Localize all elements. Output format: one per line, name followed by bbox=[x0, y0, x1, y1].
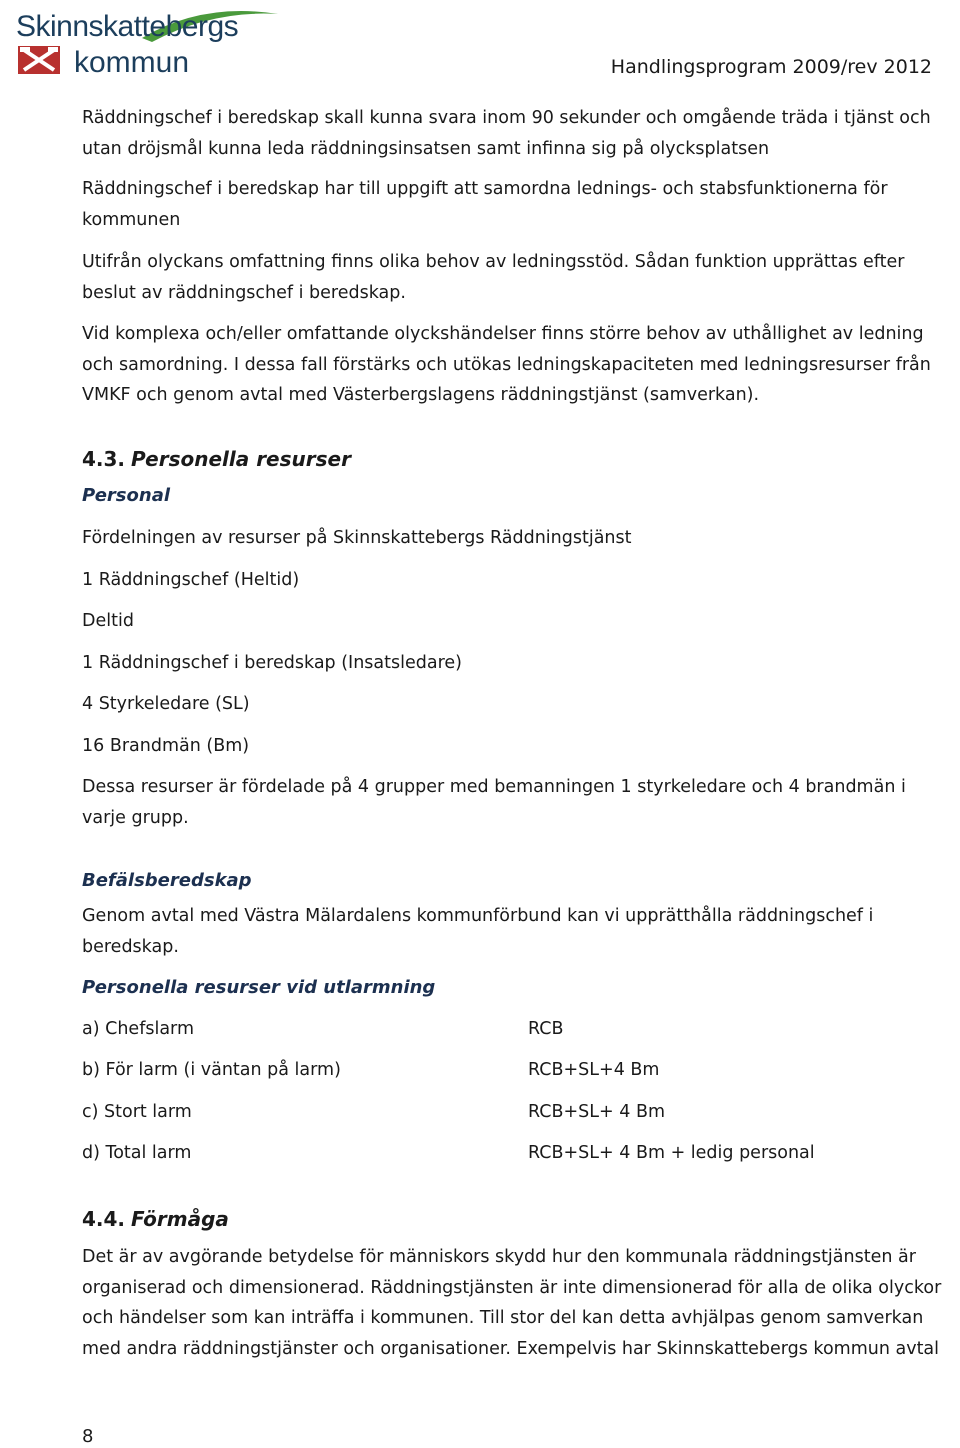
section-heading-4-3 bbox=[82, 447, 351, 471]
alarm-label: b) För larm (i väntan på larm) bbox=[82, 1060, 341, 1080]
paragraph-2: Räddningschef i beredskap har till uppgift att samordna lednings- och stabsfunktionerna för kommunen bbox=[82, 179, 888, 230]
alarm-value: RCB+SL+4 Bm bbox=[528, 1060, 660, 1080]
subheading-befalsberedskap: Befälsberedskap bbox=[82, 870, 252, 891]
section-number: 4.3. bbox=[82, 447, 126, 471]
alarm-label: a) Chefslarm bbox=[82, 1019, 194, 1039]
distribution-paragraph: Dessa resurser är fördelade på 4 grupper med bemanningen 1 styrkeledare och 4 brandmän i varje grupp. bbox=[82, 777, 906, 828]
section-heading-4-4 bbox=[82, 1207, 229, 1231]
coat-of-arms-icon bbox=[16, 44, 62, 76]
logo-text-line2: kommun bbox=[74, 46, 190, 79]
section-title: Förmåga bbox=[131, 1207, 229, 1231]
section-number: 4.4. bbox=[82, 1207, 126, 1231]
page-number: 8 bbox=[82, 1426, 94, 1447]
logo-text-line1: Skinnskattebergs bbox=[16, 10, 239, 43]
alarm-label: d) Total larm bbox=[82, 1143, 192, 1163]
alarm-value: RCB+SL+ 4 Bm + ledig personal bbox=[528, 1143, 815, 1163]
alarm-value: RCB bbox=[528, 1019, 564, 1039]
resources-intro: Fördelningen av resurser på Skinnskattebergs Räddningstjänst bbox=[82, 528, 632, 548]
alarm-label: c) Stort larm bbox=[82, 1102, 192, 1122]
paragraph-3: Utifrån olyckans omfattning finns olika behov av ledningsstöd. Sådan funktion upprättas efter beslut av räddningschef i beredskap. bbox=[82, 252, 905, 303]
section-title: Personella resurser bbox=[131, 447, 351, 471]
document-title: Handlingsprogram 2009/rev 2012 bbox=[610, 56, 932, 78]
alarm-value: RCB+SL+ 4 Bm bbox=[528, 1102, 666, 1122]
subheading-alarm-resources: Personella resurser vid utlarmning bbox=[82, 977, 436, 998]
paragraph-1: Räddningschef i beredskap skall kunna svara inom 90 sekunder och omgående träda i tjänst och utan dröjsmål kunna leda räddningsinsatsen samt infinna sig på olycksplatsen bbox=[82, 108, 931, 159]
resource-line: 4 Styrkeledare (SL) bbox=[82, 694, 250, 714]
resource-line: 16 Brandmän (Bm) bbox=[82, 736, 250, 756]
befal-paragraph: Genom avtal med Västra Mälardalens kommunförbund kan vi upprätthålla räddningschef i beredskap. bbox=[82, 906, 874, 957]
subheading-personal: Personal bbox=[82, 485, 171, 506]
resource-line: 1 Räddningschef i beredskap (Insatsledare) bbox=[82, 653, 462, 673]
resource-line: Deltid bbox=[82, 611, 134, 631]
formaga-paragraph: Det är av avgörande betydelse för människors skydd hur den kommunala räddningstjänsten är organiserad och dimensionerad. Räddningstjänsten är inte dimensionerad för alla de olika olyckor och händelser som kan inträffa i kommunen. Till stor del kan detta avhjälpas genom samverkan med andra räddningstjänster och organisationer. Exempelvis har Skinnskattebergs kommun avtal bbox=[82, 1247, 942, 1359]
paragraph-4: Vid komplexa och/eller omfattande olyckshändelser finns större behov av uthållighet av ledning och samordning. I dessa fall förstärks och utökas ledningskapaciteten med ledningsresurser från VMKF och genom avtal med Västerbergslagens räddningstjänst (samverkan). bbox=[82, 324, 931, 405]
municipality-logo bbox=[12, 8, 292, 79]
resource-line: 1 Räddningschef (Heltid) bbox=[82, 570, 300, 590]
